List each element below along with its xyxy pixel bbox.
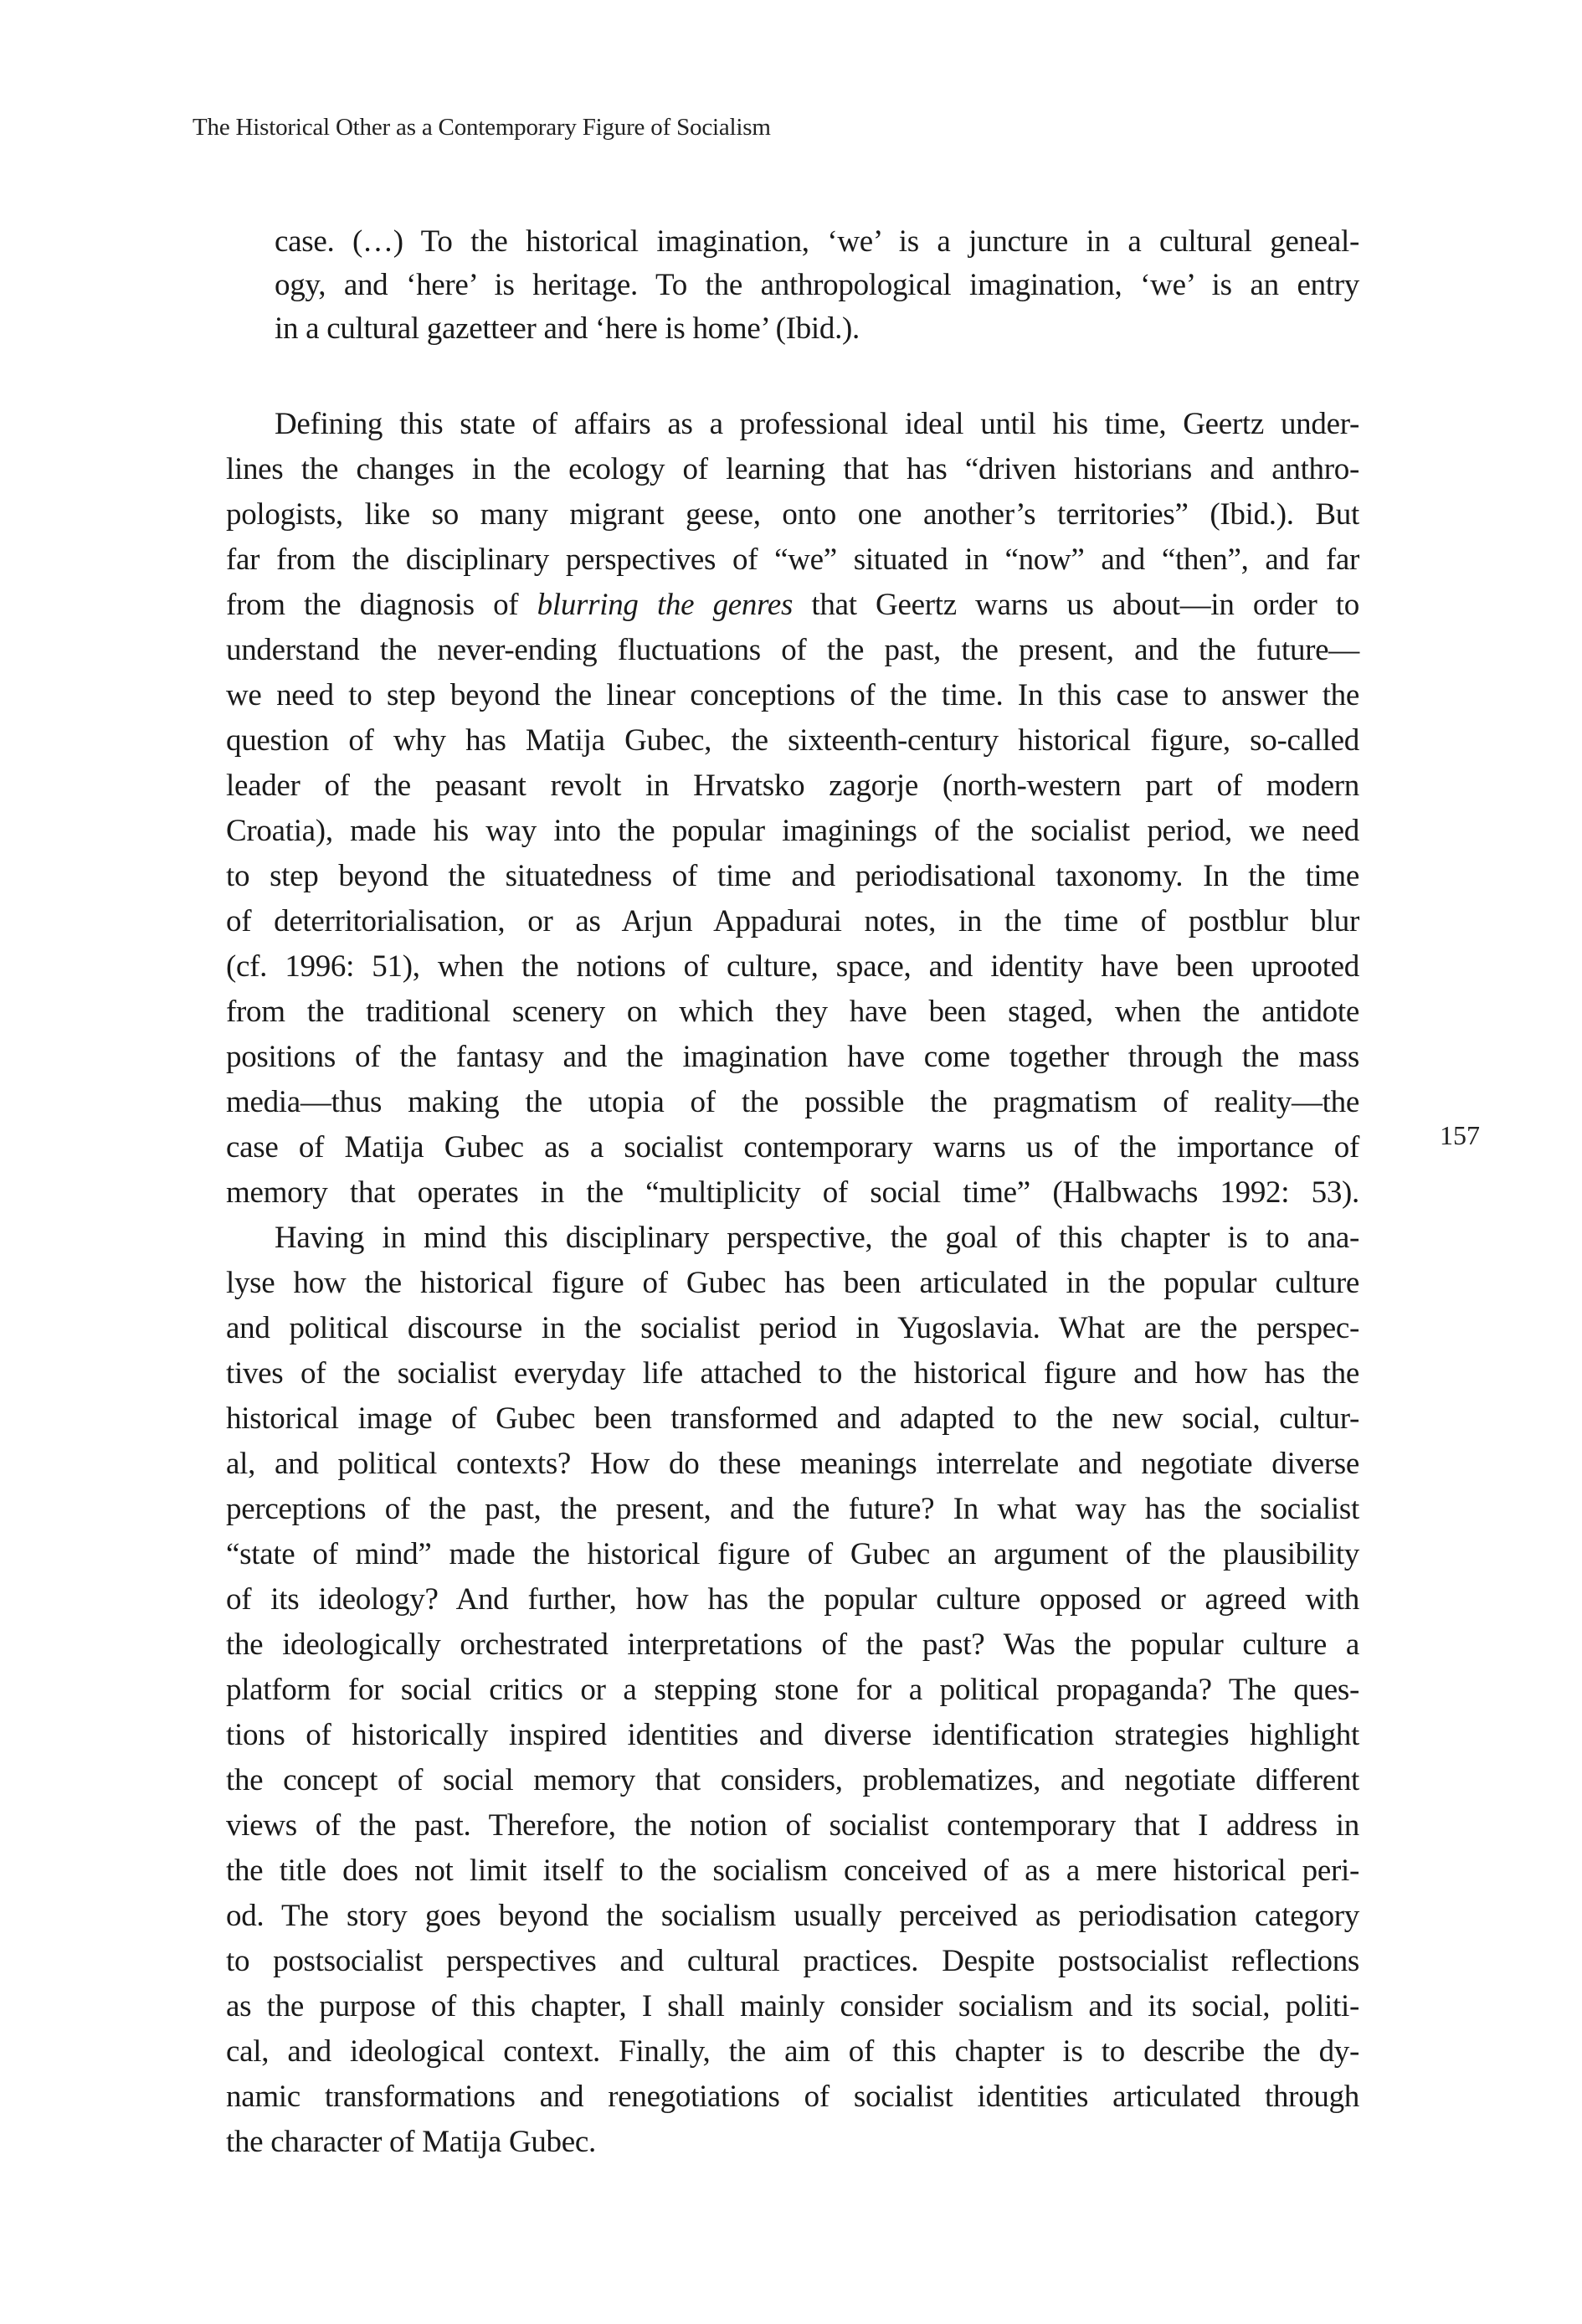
text-line: lines the changes in the ecology of learning that has “driven historians and anthro- (226, 452, 1359, 486)
text-line: tives of the socialist everyday life attached to the historical figure and how has the (226, 1356, 1359, 1391)
text-line: as the purpose of this chapter, I shall mainly consider socialism and its social, politi- (226, 1989, 1359, 2023)
text-line: of its ideology? And further, how has the popular culture opposed or agreed with (226, 1582, 1359, 1617)
text-line: leader of the peasant revolt in Hrvatsko zagorje (north-western part of modern (226, 769, 1359, 803)
text-line: namic transformations and renegotiations of socialist identities articulated through (226, 2080, 1359, 2114)
text-line: to postsocialist perspectives and cultural practices. Despite postsocialist reflections (226, 1944, 1359, 1978)
text-line: lyse how the historical figure of Gubec has been articulated in the popular culture (226, 1266, 1359, 1300)
text-line: the title does not limit itself to the socialism conceived of as a mere historical peri- (226, 1854, 1359, 1888)
text-line: od. The story goes beyond the socialism usually perceived as periodisation category (226, 1899, 1359, 1933)
text-line: positions of the fantasy and the imagination have come together through the mass (226, 1040, 1359, 1074)
text-line: memory that operates in the “multiplicity of social time” (Halbwachs 1992: 53). (226, 1175, 1359, 1210)
text-line: from the traditional scenery on which they have been staged, when the antidote (226, 995, 1359, 1029)
page-number: 157 (1440, 1120, 1480, 1150)
text-line: views of the past. Therefore, the notion of socialist contemporary that I address in (226, 1808, 1359, 1843)
text-line: the ideologically orchestrated interpretations of the past? Was the popular culture a (226, 1627, 1359, 1662)
quote-line: in a cultural gazetteer and ‘here is home’ (Ibid.). (275, 311, 860, 346)
text-line: understand the never-ending fluctuations of the past, the present, and the future— (226, 633, 1359, 667)
text-line: (cf. 1996: 51), when the notions of culture, space, and identity have been uprooted (226, 949, 1359, 984)
text-line: tions of historically inspired identities and diverse identification strategies highlight (226, 1718, 1359, 1752)
text-line: pologists, like so many migrant geese, onto one another’s territories” (Ibid.). But (226, 497, 1359, 532)
text-line-with-italic (226, 583, 1359, 628)
paragraph-2 (226, 1216, 1359, 2165)
text-line: media—thus making the utopia of the possible the pragmatism of reality—the (226, 1085, 1359, 1119)
text-line: Defining this state of affairs as a professional ideal until his time, Geertz under- (275, 407, 1359, 441)
text-line: and political discourse in the socialist period in Yugoslavia. What are the perspec- (226, 1311, 1359, 1345)
text-line: perceptions of the past, the present, and the future? In what way has the socialist (226, 1492, 1359, 1526)
text-line: platform for social critics or a stepping stone for a political propaganda? The ques- (226, 1673, 1359, 1707)
text-segment: from the diagnosis of (226, 588, 537, 622)
italic-phrase: blurring the genres (537, 588, 794, 622)
text-line: of deterritorialisation, or as Arjun Appadurai notes, in the time of postblur blur (226, 904, 1359, 938)
quote-line: case. (…) To the historical imagination, ‘we’ is a juncture in a cultural geneal- (275, 224, 1359, 259)
paragraph-1 (226, 402, 1359, 1216)
text-line: cal, and ideological context. Finally, the aim of this chapter is to describe the dy- (226, 2034, 1359, 2069)
text-line: to step beyond the situatedness of time and periodisational taxonomy. In the time (226, 859, 1359, 893)
text-line: far from the disciplinary perspectives of “we” situated in “now” and “then”, and far (226, 542, 1359, 577)
body-text (226, 402, 1359, 2165)
text-line: the character of Matija Gubec. (226, 2125, 596, 2159)
text-line: we need to step beyond the linear conceptions of the time. In this case to answer the (226, 678, 1359, 712)
text-line: Croatia), made his way into the popular imaginings of the socialist period, we need (226, 814, 1359, 848)
quote-line: ogy, and ‘here’ is heritage. To the anthropological imagination, ‘we’ is an entry (275, 268, 1359, 302)
block-quote (275, 220, 1359, 351)
text-line: “state of mind” made the historical figure of Gubec an argument of the plausibility (226, 1537, 1359, 1571)
running-head: The Historical Other as a Contemporary Figure of Socialism (193, 114, 771, 141)
text-line: question of why has Matija Gubec, the sixteenth-century historical figure, so-called (226, 723, 1359, 758)
text-segment: that Geertz warns us about—in order to (793, 588, 1359, 622)
text-line: historical image of Gubec been transformed and adapted to the new social, cultur- (226, 1401, 1359, 1436)
text-line: the concept of social memory that considers, problematizes, and negotiate different (226, 1763, 1359, 1797)
text-line: Having in mind this disciplinary perspective, the goal of this chapter is to ana- (275, 1221, 1359, 1255)
text-line: case of Matija Gubec as a socialist contemporary warns us of the importance of (226, 1130, 1359, 1165)
text-line: al, and political contexts? How do these meanings interrelate and negotiate diverse (226, 1447, 1359, 1481)
